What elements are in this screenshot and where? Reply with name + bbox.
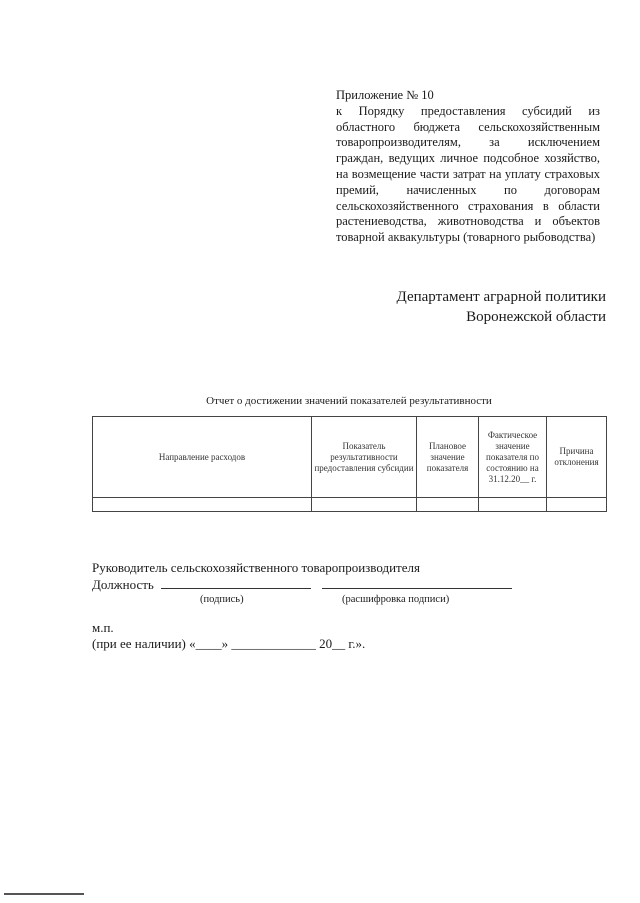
signature-block [92,560,532,607]
decoding-line [322,576,512,589]
scan-edge-mark [4,893,84,895]
column-header-direction: Направление расходов [93,417,312,498]
table-header-row [93,417,607,498]
stamp-block [92,620,365,652]
appendix-heading: Приложение № 10 [336,88,434,102]
report-title: Отчет о достижении значений показателей результативности [206,395,492,407]
stamp-label: м.п. [92,620,114,635]
table-cell [547,498,607,512]
column-header-reason: Причина отклонения [547,417,607,498]
date-line: (при ее наличии) «____» _____________ 20__ г.». [92,636,366,651]
signature-head: Руководитель сельскохозяйственного товаропроизводителя [92,560,420,575]
signature-line [161,576,311,589]
table-cell [417,498,479,512]
department-line-1: Департамент аграрной политики [396,289,606,305]
column-header-planned: Плановое значение показателя [417,417,479,498]
appendix-block [336,88,600,246]
position-label: Должность [92,577,154,592]
report-table [92,416,607,512]
table-cell [312,498,417,512]
table-row [93,498,607,512]
department-addressee [306,287,606,327]
table-cell [479,498,547,512]
appendix-body: к Порядку предоставления субсидий из областного бюджета сельскохозяйственным товаропроизводителям, за исключением граждан, ведущих личное подсобное хозяйство, на возмещение части затрат на уплату страховых премий, начисленных по договорам сельскохозяйственного страхования в области растениеводства, животноводства и объектов товарной аквакультуры (товарного рыбоводства) [336,103,600,245]
department-line-2: Воронежской области [466,309,606,325]
caption-decoding: (расшифровка подписи) [342,594,450,605]
column-header-actual: Фактическое значение показателя по состоянию на 31.12.20__ г. [479,417,547,498]
table-cell [93,498,312,512]
caption-signature: (подпись) [200,594,244,605]
column-header-indicator: Показатель результативности предоставления субсидии [312,417,417,498]
caption-row [92,593,532,607]
position-row [92,576,532,593]
